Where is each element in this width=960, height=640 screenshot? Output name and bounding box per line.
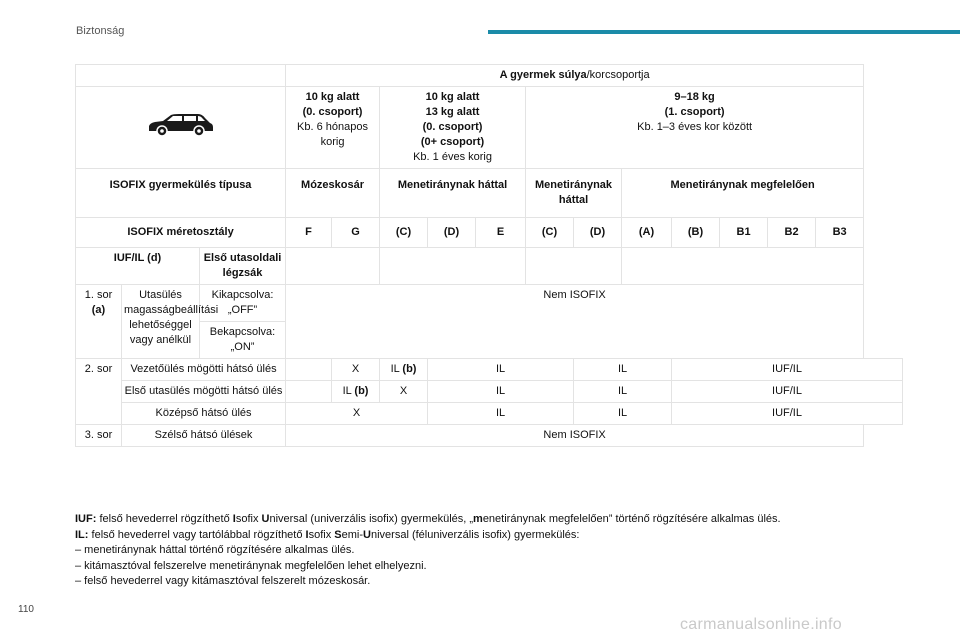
value-cell: IUF/IL xyxy=(672,381,903,403)
size-class: (D) xyxy=(574,218,622,248)
legend-initial: m xyxy=(473,513,483,525)
empty-cell xyxy=(286,381,332,403)
group-0plus xyxy=(380,87,526,169)
size-class: (D) xyxy=(428,218,476,248)
row2-middle-seat: Középső hátsó ülés xyxy=(122,403,286,425)
legend-il-term: IL: xyxy=(75,528,89,541)
legend-bullet: – menetiránynak háttal történő rögzítésére alkalmas ülés. xyxy=(75,544,355,556)
size-class: F xyxy=(286,218,332,248)
legend-il xyxy=(75,528,915,544)
value-note: (b) xyxy=(354,385,369,397)
size-class-label: ISOFIX méretosztály xyxy=(76,218,286,248)
legend-initial: U xyxy=(363,528,371,541)
isofix-type-carrycot: Mózeskosár xyxy=(286,169,380,218)
value-text: IL xyxy=(342,385,352,397)
row3-value: Nem ISOFIX xyxy=(286,425,864,447)
value-text: IL xyxy=(390,363,400,375)
row1-off xyxy=(76,285,903,322)
legend-text: sofix xyxy=(235,513,262,525)
value-cell: IL xyxy=(428,359,574,381)
row1-seat: Utasülés magasságbeállítási lehetőséggel vagy anélkül xyxy=(122,285,200,359)
legend-text: felső hevederrel vagy tartólábbal rögzíthető xyxy=(91,528,306,541)
isofix-table xyxy=(75,64,903,447)
legend-bullet: – kitámasztóval felszerelve menetiránynak megfelelően lehet elhelyezni. xyxy=(75,559,427,572)
size-class: (C) xyxy=(380,218,428,248)
legend-text: felső hevederrel rögzíthető xyxy=(99,513,233,525)
legend-text: sofix xyxy=(308,528,335,541)
section-title: Biztonság xyxy=(76,25,125,37)
group-0-line-1: 10 kg alatt xyxy=(305,91,360,103)
legend-text: niversal (féluniverzális isofix) gyermekülés: xyxy=(370,528,580,541)
legend-iuf-term: IUF: xyxy=(75,513,97,525)
size-class: (C) xyxy=(526,218,574,248)
weight-header-rest: /korcsoportja xyxy=(586,69,650,81)
value-cell: IUF/IL xyxy=(672,359,903,381)
empty-cell xyxy=(526,248,622,285)
empty-cell xyxy=(286,248,380,285)
value-cell: X xyxy=(380,381,428,403)
empty-cell xyxy=(622,248,864,285)
size-class: B3 xyxy=(816,218,864,248)
size-class: (A) xyxy=(622,218,672,248)
group-1-line-1: 10 kg alatt xyxy=(425,91,480,103)
watermark: carmanualsonline.info xyxy=(680,616,842,633)
group-0-line-2: (0. csoport) xyxy=(302,106,363,118)
row1-label-suffix: (a) xyxy=(91,304,106,316)
value-cell: IL xyxy=(574,381,672,403)
page-number: 110 xyxy=(18,604,34,615)
size-class: B2 xyxy=(768,218,816,248)
group-0 xyxy=(286,87,380,169)
size-class: (B) xyxy=(672,218,720,248)
car-cell xyxy=(76,87,286,169)
weight-header xyxy=(286,65,864,87)
group-row xyxy=(76,87,903,169)
airbag-on: Bekapcsolva: „ON” xyxy=(200,322,286,359)
group-2-line-2: (1. csoport) xyxy=(664,106,725,118)
value-note: (b) xyxy=(402,363,417,375)
size-class: E xyxy=(476,218,526,248)
legend-text: emi- xyxy=(341,528,364,541)
isofix-type-rearward-2: Menetiránynak háttal xyxy=(526,169,622,218)
isofix-type-rearward-1: Menetiránynak háttal xyxy=(380,169,526,218)
legend-initial: I xyxy=(305,528,309,541)
legend-bullet: – felső hevederrel vagy kitámasztóval felszerelt mózeskosár. xyxy=(75,575,371,587)
row3-seat: Szélső hátsó ülések xyxy=(122,425,286,447)
legend-initial: S xyxy=(334,528,342,541)
iuf-label: IUF/IL (d) xyxy=(76,248,200,285)
group-1-line-2: 13 kg alatt xyxy=(425,106,480,118)
airbag-label: Első utasoldali légzsák xyxy=(200,248,286,285)
legend xyxy=(75,512,915,590)
group-2-line-1: 9–18 kg xyxy=(674,91,715,103)
value-cell: IL xyxy=(428,403,574,425)
isofix-type-forward: Menetiránynak megfelelően xyxy=(622,169,864,218)
weight-header-bold: A gyermek súlya xyxy=(499,69,587,81)
value-cell: IL xyxy=(428,381,574,403)
size-class: G xyxy=(332,218,380,248)
value-cell: X xyxy=(286,403,428,425)
row2-passenger xyxy=(76,381,903,403)
row3 xyxy=(76,425,903,447)
group-2-line-3: Kb. 1–3 éves kor között xyxy=(637,121,753,133)
row2-middle xyxy=(76,403,903,425)
row1-value: Nem ISOFIX xyxy=(286,285,864,359)
group-1-line-4: (0+ csoport) xyxy=(420,136,485,148)
isofix-type-row xyxy=(76,169,903,218)
group-1 xyxy=(526,87,864,169)
row2-driver xyxy=(76,359,903,381)
row1-label xyxy=(76,285,122,359)
size-class-row xyxy=(76,218,903,248)
iuf-header-row xyxy=(76,248,903,285)
empty-cell xyxy=(286,359,332,381)
isofix-type-label: ISOFIX gyermekülés típusa xyxy=(76,169,286,218)
value-cell: IL xyxy=(574,359,672,381)
airbag-off: Kikapcsolva: „OFF” xyxy=(200,285,286,322)
weight-header-row xyxy=(76,65,903,87)
row2-passenger-seat: Első utasülés mögötti hátsó ülés xyxy=(122,381,286,403)
value-cell: IL xyxy=(574,403,672,425)
legend-text: niversal (univerzális isofix) gyermekülés, „ xyxy=(269,513,474,525)
value-cell xyxy=(380,359,428,381)
blank-corner-cell xyxy=(76,65,286,87)
group-1-line-5: Kb. 1 éves korig xyxy=(413,151,492,163)
row2-driver-seat: Vezetőülés mögötti hátsó ülés xyxy=(122,359,286,381)
legend-initial: I xyxy=(232,513,236,525)
value-cell: X xyxy=(332,359,380,381)
legend-initial: U xyxy=(261,513,270,525)
value-cell: IUF/IL xyxy=(672,403,903,425)
size-class: B1 xyxy=(720,218,768,248)
legend-text: enetiránynak megfelelően” történő rögzítésére alkalmas ülés. xyxy=(482,513,781,525)
empty-cell xyxy=(380,248,526,285)
value-cell xyxy=(332,381,380,403)
row3-label: 3. sor xyxy=(76,425,122,447)
group-0-line-3: Kb. 6 hónapos korig xyxy=(297,121,368,148)
header-accent-bar xyxy=(488,30,960,34)
legend-iuf xyxy=(75,512,915,528)
group-1-line-3: (0. csoport) xyxy=(422,121,483,133)
row1-label-text: 1. sor xyxy=(84,289,113,301)
row2-label: 2. sor xyxy=(76,359,122,425)
car-side-icon xyxy=(146,112,216,138)
